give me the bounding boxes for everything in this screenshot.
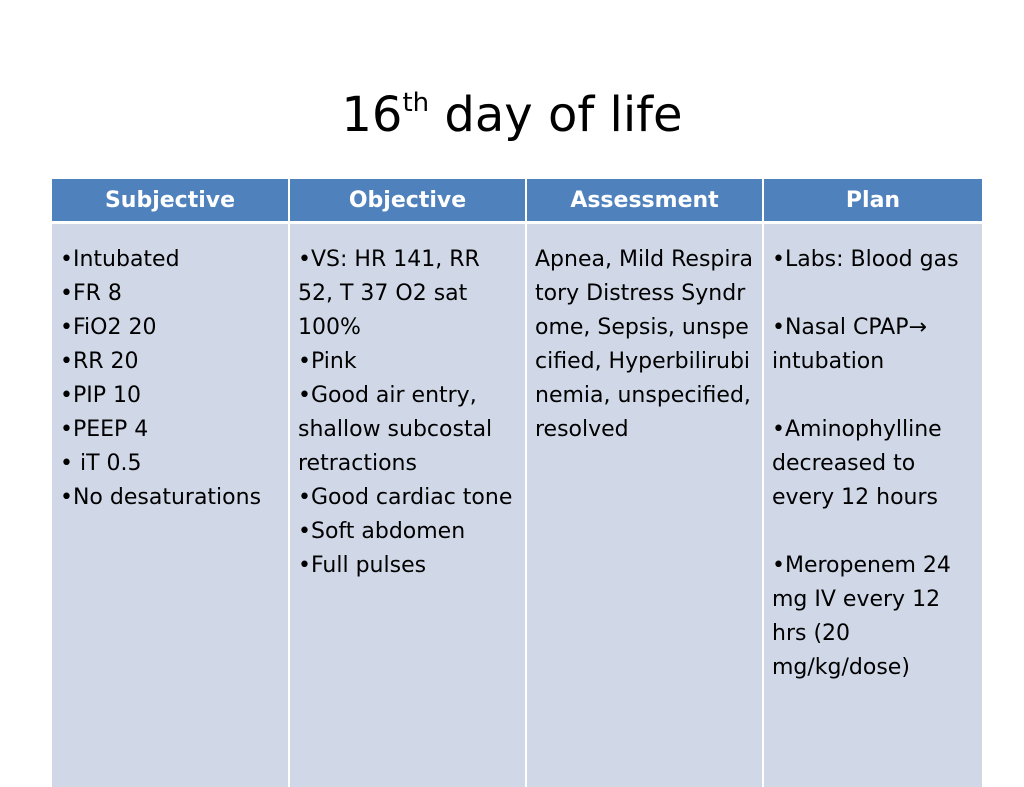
list-item bbox=[772, 243, 976, 277]
subjective-list bbox=[60, 243, 282, 515]
list-item: •No desaturations bbox=[60, 481, 282, 515]
header-plan: Plan bbox=[763, 179, 982, 223]
list-item bbox=[772, 413, 976, 515]
list-item: •Good air entry, shallow subcostal retractions bbox=[298, 379, 519, 481]
header-assessment: Assessment bbox=[526, 179, 763, 223]
plan-item-continuation: intubation bbox=[772, 349, 884, 374]
soap-table bbox=[52, 179, 982, 787]
assessment-text: Apnea, Mild Respiratory Distress Syndrome, Sepsis, unspecified, Hyperbilirubinemia, unspecified, resolved bbox=[535, 243, 756, 447]
list-item: •PEEP 4 bbox=[60, 413, 282, 447]
slide-title bbox=[0, 80, 1024, 150]
plan-item-text: •Labs: Blood gas bbox=[772, 247, 959, 272]
list-item: •Pink bbox=[298, 345, 519, 379]
list-item: •Good cardiac tone bbox=[298, 481, 519, 515]
list-item: •Full pulses bbox=[298, 549, 519, 583]
title-text: day of life bbox=[429, 87, 682, 143]
list-item bbox=[772, 549, 976, 685]
list-item: •Soft abdomen bbox=[298, 515, 519, 549]
assessment-cell bbox=[526, 223, 763, 787]
list-item: •PIP 10 bbox=[60, 379, 282, 413]
arrow-right-icon: → bbox=[909, 317, 927, 339]
list-item: •RR 20 bbox=[60, 345, 282, 379]
title-superscript: th bbox=[402, 88, 429, 118]
list-item: • iT 0.5 bbox=[60, 447, 282, 481]
subjective-cell bbox=[52, 223, 289, 787]
objective-list bbox=[298, 243, 519, 583]
plan-list bbox=[772, 243, 976, 685]
list-item: •Intubated bbox=[60, 243, 282, 277]
title-number: 16 bbox=[341, 87, 402, 143]
plan-item-text: •Meropenem 24 mg IV every 12 hrs (20 mg/kg/dose) bbox=[772, 553, 951, 680]
header-subjective: Subjective bbox=[52, 179, 289, 223]
table-row bbox=[52, 223, 982, 787]
header-objective: Objective bbox=[289, 179, 526, 223]
plan-item-text: •Aminophylline decreased to every 12 hours bbox=[772, 417, 942, 510]
plan-cell bbox=[763, 223, 982, 787]
plan-item-text: •Nasal CPAP bbox=[772, 315, 909, 340]
objective-cell bbox=[289, 223, 526, 787]
list-item: •VS: HR 141, RR 52, T 37 O2 sat 100% bbox=[298, 243, 519, 345]
list-item: •FiO2 20 bbox=[60, 311, 282, 345]
list-item: •FR 8 bbox=[60, 277, 282, 311]
table-header-row bbox=[52, 179, 982, 223]
list-item bbox=[772, 311, 976, 379]
